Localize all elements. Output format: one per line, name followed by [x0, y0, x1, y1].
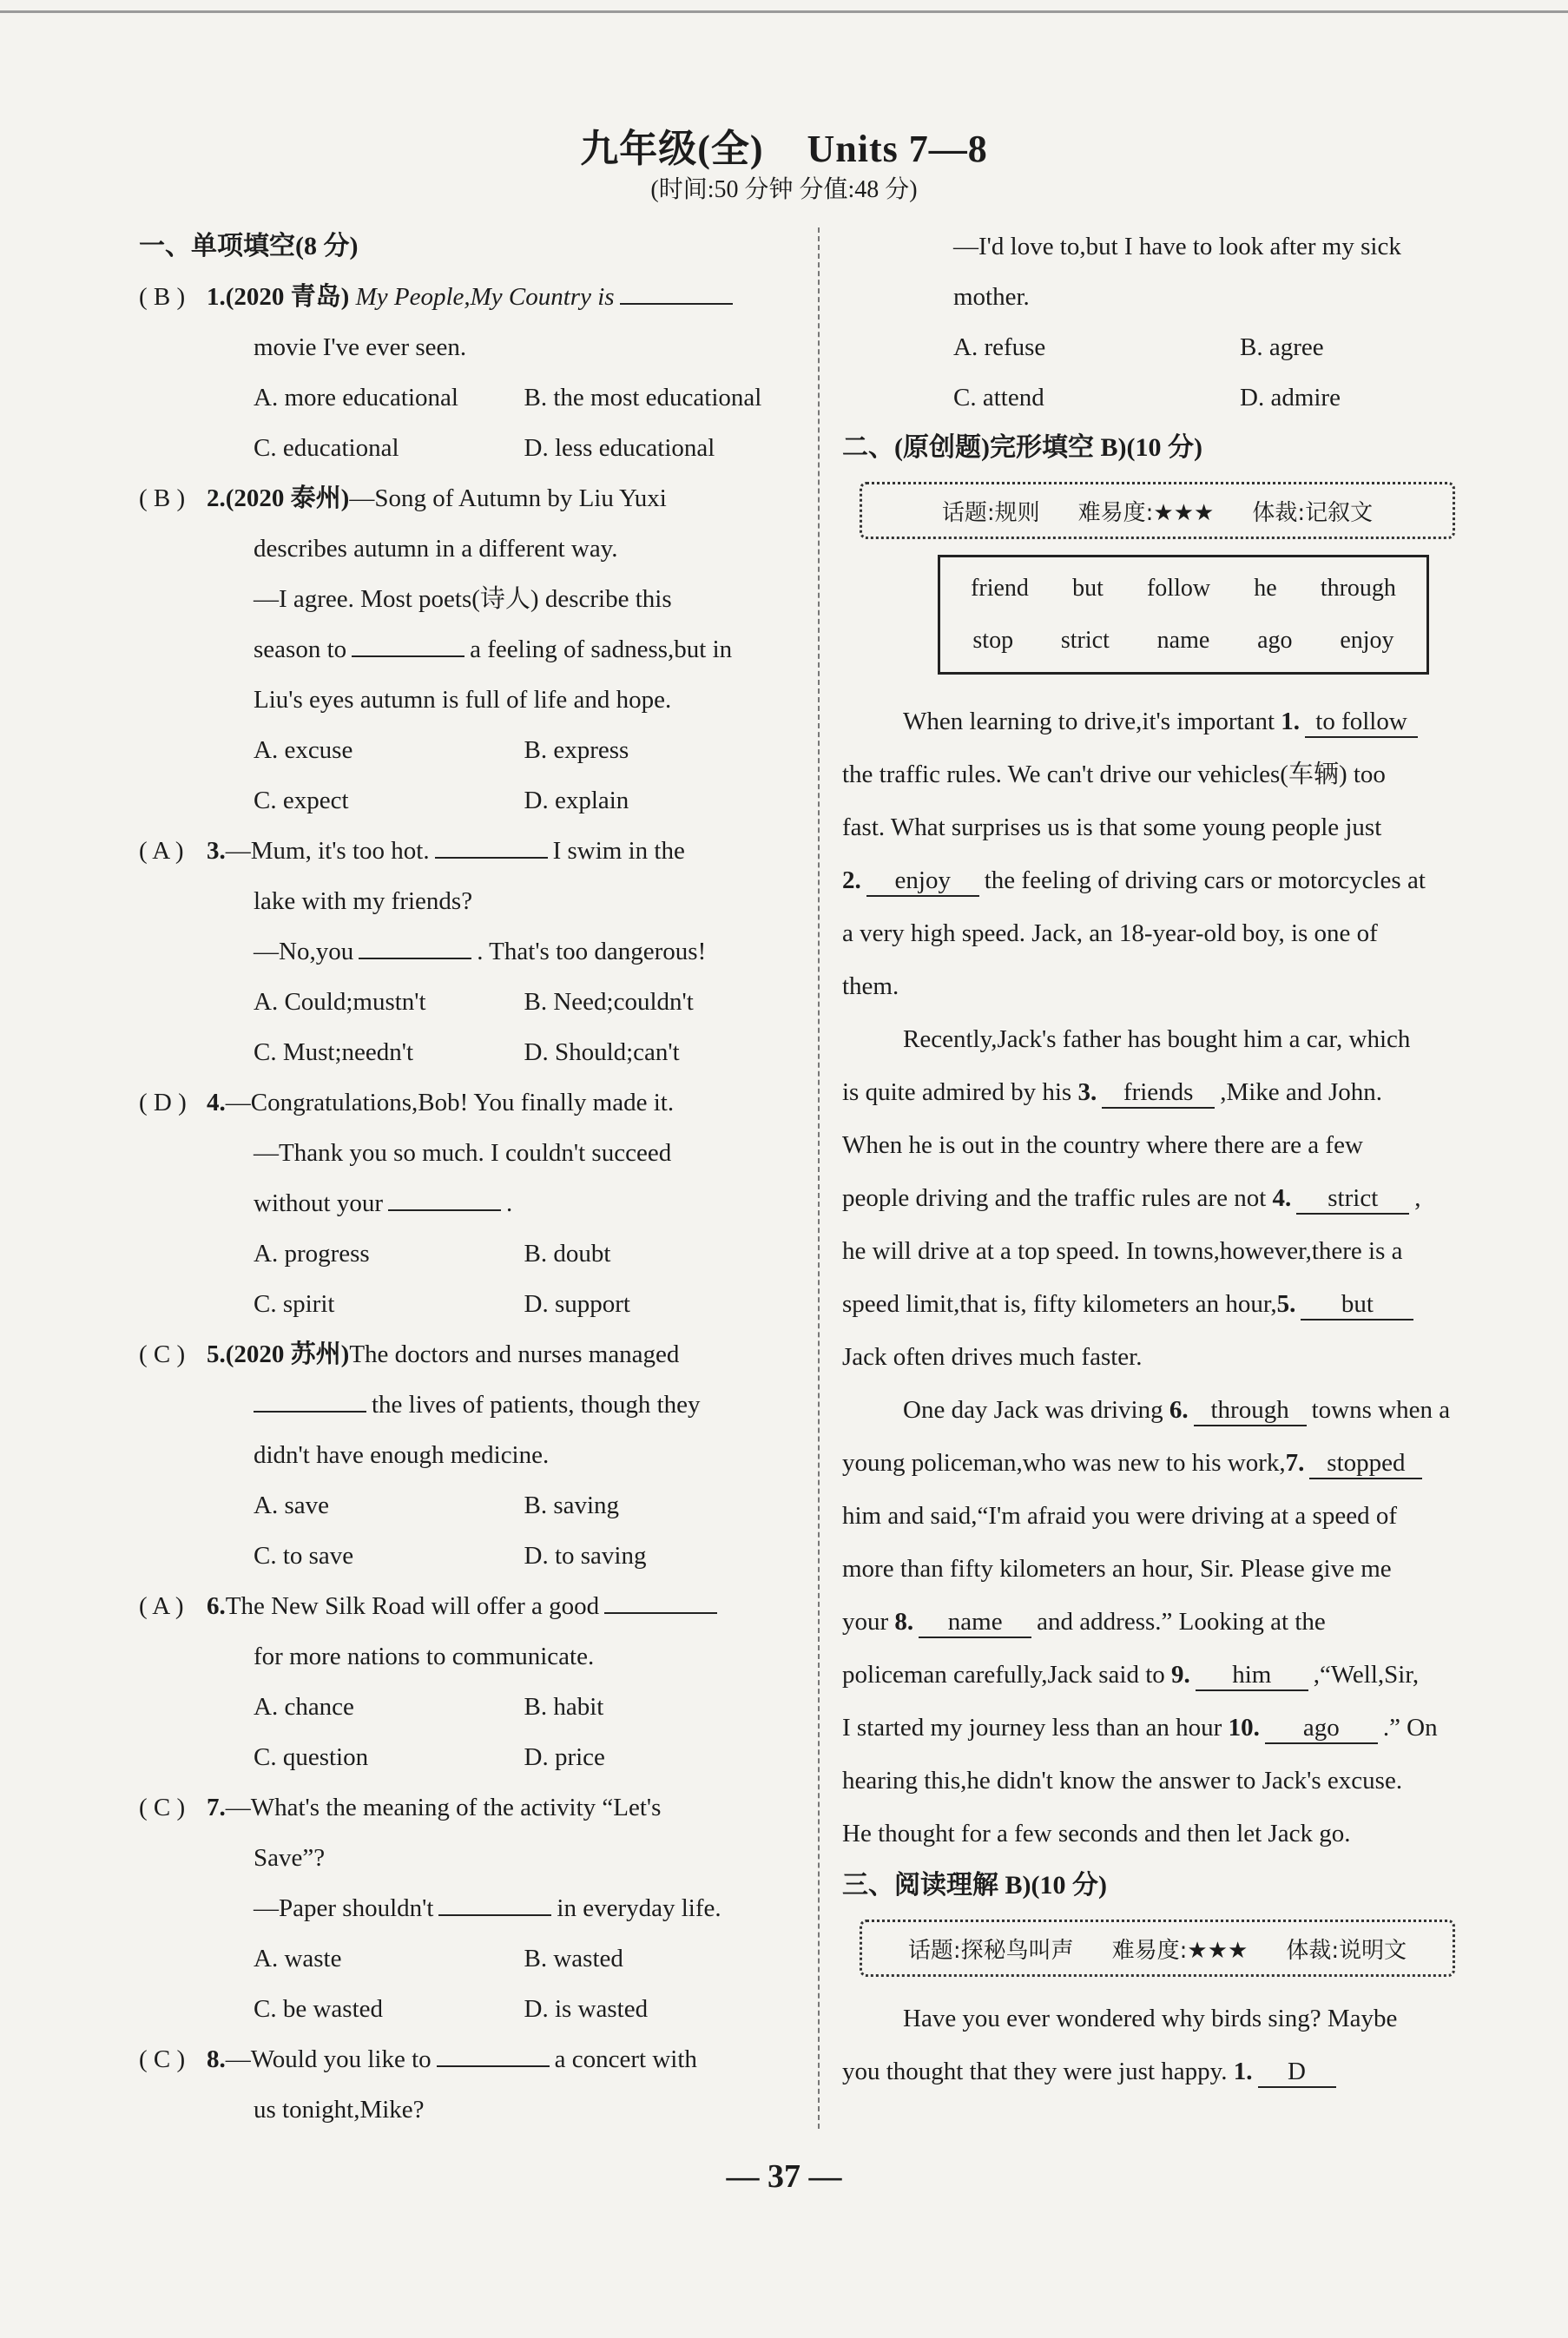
option[interactable]: A. chance: [254, 1693, 354, 1721]
q-text: us tonight,Mike?: [254, 2096, 425, 2124]
word: name: [1156, 627, 1210, 654]
section2-heading: 二、(原创题)完形填空 B)(10 分): [842, 433, 1202, 462]
text: Recently,Jack's father has bought him a car, which: [903, 1025, 1411, 1053]
section3-topic-box: [860, 1920, 1455, 1977]
cloze-passage: When learning to drive,it's important 1. to follow the traffic rules. We can't drive our vehicles(车辆) too fast. What surprises us is that some young people just 2. enjoy the feeling of driving cars or motorcycles at a very high speed. Jack, an 18-year-old boy, is one of them. Recently,Jack's father has bought him a car, which is quite admired by his 3. friends ,Mike and John. When he is out in the country where there are a few people driving and the traffic rules are not 4. strict , he will drive at a top speed. In towns,however,there is a speed limit,that is, fifty kilometers an hour,5. but Jack often drives much faster. One day Jack was driving 6. through towns when a young policeman,who was new to his work,7. stopped him and said,“I'm afraid you were driving at a speed of more than fifty kilometers an hour, Sir. Please give me your 8. name and address.” Looking at the policeman carefully,Jack said to 9. him ,“Well,Sir, I started my journey less than an hour 10. ago .” On hearing this,he didn't know the answer to Jack's excuse. He thought for a few seconds and then let Jack go.: [842, 695, 1498, 1861]
page-subtitle: (时间:50 分钟 分值:48 分): [650, 176, 918, 203]
q-text: the lives of patients, though they: [372, 1391, 701, 1419]
blank[interactable]: [388, 1190, 501, 1211]
blank-answer[interactable]: friends: [1102, 1077, 1215, 1109]
q-text: movie I've ever seen.: [254, 333, 467, 361]
q-text: in everyday life.: [557, 1894, 721, 1922]
answer: ( D ): [139, 1089, 187, 1116]
option[interactable]: B. agree: [1240, 333, 1324, 361]
blank[interactable]: [352, 636, 464, 657]
text: the feeling of driving cars or motorcycles at: [984, 866, 1426, 894]
option[interactable]: A. refuse: [953, 333, 1046, 361]
option[interactable]: B. saving: [524, 1492, 620, 1519]
question-8-continued: [842, 221, 1498, 423]
word: strict: [1060, 627, 1110, 654]
q-num: 5.: [207, 1340, 226, 1368]
option[interactable]: D. support: [524, 1290, 630, 1318]
q-text: —I'd love to,but I have to look after my sick: [953, 233, 1401, 260]
option[interactable]: D. admire: [1240, 384, 1341, 412]
word: he: [1254, 575, 1277, 602]
word: enjoy: [1340, 627, 1394, 654]
blank-answer[interactable]: enjoy: [866, 866, 979, 897]
answer: ( A ): [139, 1592, 184, 1620]
q-num: 8.: [207, 2045, 226, 2073]
option[interactable]: B. the most educational: [524, 384, 762, 412]
topic: 话题:规则: [941, 499, 1040, 526]
right-column: [842, 221, 1498, 2098]
q-text: My People,My Country is: [355, 283, 615, 311]
q-text: Liu's eyes autumn is full of life and hope.: [254, 686, 672, 714]
text: He thought for a few seconds and then let Jack go.: [842, 1820, 1351, 1847]
q-text: didn't have enough medicine.: [254, 1441, 550, 1469]
blank[interactable]: [604, 1593, 717, 1614]
option[interactable]: D. to saving: [524, 1542, 647, 1570]
option[interactable]: A. save: [254, 1492, 329, 1519]
text: young policeman,who was new to his work,: [842, 1449, 1286, 1477]
word: ago: [1257, 627, 1293, 654]
text: people driving and the traffic rules are not: [842, 1184, 1267, 1212]
answer: ( C ): [139, 1340, 186, 1368]
option[interactable]: A. waste: [254, 1945, 342, 1972]
q-text: season to: [254, 636, 347, 663]
option[interactable]: A. progress: [254, 1240, 370, 1268]
grade-title: 九年级(全): [580, 128, 764, 170]
q-source: (2020 泰州): [225, 484, 350, 512]
q-text: —No,you: [254, 938, 354, 965]
blank[interactable]: [254, 1392, 366, 1413]
genre: 体裁:记叙文: [1252, 499, 1374, 526]
answer: ( B ): [139, 283, 186, 311]
option[interactable]: C. spirit: [254, 1290, 335, 1318]
text: .” On: [1382, 1714, 1438, 1742]
q-text: The doctors and nurses managed: [349, 1340, 680, 1368]
answer: ( C ): [139, 2045, 186, 2073]
q-text: —What's the meaning of the activity “Let's: [225, 1794, 662, 1821]
word: stop: [972, 627, 1014, 654]
blank-num: 1.: [1233, 2058, 1253, 2085]
option[interactable]: C. attend: [953, 384, 1044, 412]
text: your: [842, 1608, 889, 1636]
q-text: for more nations to communicate.: [254, 1643, 595, 1670]
blank-answer[interactable]: strict: [1296, 1183, 1409, 1215]
q-text: Save”?: [254, 1844, 326, 1872]
blank[interactable]: [438, 1895, 551, 1916]
page-number: — 37 —: [726, 2158, 842, 2195]
question-7: [139, 1782, 794, 2034]
units-title: Units 7—8: [807, 128, 988, 170]
q-text: —Song of Autumn by Liu Yuxi: [349, 484, 667, 512]
text: a very high speed. Jack, an 18-year-old boy, is one of: [842, 919, 1378, 947]
top-edge: [0, 10, 1568, 13]
blank[interactable]: [435, 838, 548, 859]
blank-answer[interactable]: but: [1301, 1289, 1413, 1320]
blank-answer[interactable]: D: [1258, 2057, 1336, 2088]
text: speed limit,that is, fifty kilometers an hour,: [842, 1290, 1277, 1318]
question-8: [139, 2034, 794, 2135]
text: and address.” Looking at the: [1037, 1608, 1326, 1636]
option[interactable]: B. Need;couldn't: [524, 988, 694, 1016]
q-text: a concert with: [554, 2045, 697, 2073]
text: hearing this,he didn't know the answer to Jack's excuse.: [842, 1767, 1403, 1795]
word-bank: [938, 555, 1429, 675]
option[interactable]: C. Must;needn't: [254, 1038, 414, 1066]
option[interactable]: B. express: [524, 736, 629, 764]
text: Jack often drives much faster.: [842, 1343, 1143, 1371]
word: follow: [1146, 575, 1211, 602]
option[interactable]: B. habit: [524, 1693, 604, 1721]
text: towns when a: [1311, 1396, 1451, 1424]
text: ,“Well,Sir,: [1313, 1661, 1420, 1689]
question-1: [139, 272, 794, 473]
option[interactable]: B. doubt: [524, 1240, 611, 1268]
text: he will drive at a top speed. In towns,however,there is a: [842, 1237, 1403, 1265]
q-text: —Would you like to: [225, 2045, 432, 2073]
option[interactable]: B. wasted: [524, 1945, 623, 1972]
blank[interactable]: [359, 938, 471, 959]
q-text: —Congratulations,Bob! You finally made it.: [225, 1089, 675, 1116]
option[interactable]: C. to save: [254, 1542, 354, 1570]
blank-answer[interactable]: ago: [1265, 1713, 1378, 1744]
option[interactable]: D. less educational: [524, 434, 715, 462]
text: When learning to drive,it's important: [903, 708, 1275, 735]
option[interactable]: D. is wasted: [524, 1995, 649, 2023]
question-4: [139, 1077, 794, 1329]
q-text: mother.: [953, 283, 1030, 311]
option[interactable]: D. price: [524, 1743, 605, 1771]
text: One day Jack was driving: [903, 1396, 1163, 1424]
text: is quite admired by his: [842, 1078, 1072, 1106]
q-text: describes autumn in a different way.: [254, 535, 618, 563]
q-num: 6.: [207, 1592, 226, 1620]
reading-passage: [842, 1992, 1498, 2098]
word: friend: [971, 575, 1029, 602]
text: the traffic rules. We can't drive our vehicles(车辆) too: [842, 761, 1386, 788]
blank-answer[interactable]: to follow: [1305, 707, 1418, 738]
q-text: .: [506, 1189, 513, 1217]
q-text: —Thank you so much. I couldn't succeed: [254, 1139, 672, 1167]
section2-topic-box: [860, 482, 1455, 539]
blank-answer[interactable]: name: [919, 1607, 1031, 1638]
q-num: 1.: [207, 283, 226, 311]
option[interactable]: C. question: [254, 1743, 369, 1771]
q-text: a feeling of sadness,but in: [470, 636, 733, 663]
genre: 体裁:说明文: [1286, 1937, 1407, 1964]
q-num: 3.: [207, 837, 226, 865]
word: but: [1072, 575, 1104, 602]
option[interactable]: D. Should;can't: [524, 1038, 680, 1066]
q-text: —I agree. Most poets(诗人) describe this: [254, 585, 672, 613]
section3-heading: 三、阅读理解 B)(10 分): [842, 1871, 1107, 1900]
text: policeman carefully,Jack said to: [842, 1661, 1165, 1689]
text: fast. What surprises us is that some young people just: [842, 813, 1382, 841]
option[interactable]: C. be wasted: [254, 1995, 383, 2023]
answer: ( A ): [139, 837, 184, 865]
option[interactable]: A. Could;mustn't: [254, 988, 426, 1016]
q-text: lake with my friends?: [254, 887, 473, 915]
q-source: (2020 苏州): [225, 1340, 350, 1368]
text: them.: [842, 972, 899, 1000]
option[interactable]: A. excuse: [254, 736, 353, 764]
text: I started my journey less than an hour: [842, 1714, 1222, 1742]
q-num: 7.: [207, 1794, 226, 1821]
q-text: without your: [254, 1189, 384, 1217]
question-6: [139, 1581, 794, 1782]
q-source: (2020 青岛): [225, 283, 350, 311]
text: more than fifty kilometers an hour, Sir. Please give me: [842, 1555, 1392, 1583]
blank-answer[interactable]: stopped: [1309, 1448, 1422, 1479]
page-title: [0, 117, 1568, 173]
blank-answer[interactable]: him: [1196, 1660, 1308, 1691]
option[interactable]: A. more educational: [254, 384, 458, 412]
topic: 话题:探秘鸟叫声: [907, 1937, 1074, 1964]
blank[interactable]: [620, 284, 733, 305]
q-text: —Mum, it's too hot.: [225, 837, 430, 865]
question-2: [139, 473, 794, 826]
q-text: . That's too dangerous!: [477, 938, 707, 965]
text: him and said,“I'm afraid you were driving at a speed of: [842, 1502, 1397, 1530]
answer: ( B ): [139, 484, 186, 512]
difficulty: 难易度:★★★: [1111, 1937, 1248, 1964]
q-num: 2.: [207, 484, 226, 512]
option[interactable]: C. educational: [254, 434, 399, 462]
word: through: [1320, 575, 1396, 602]
text: ,Mike and John.: [1220, 1078, 1383, 1106]
blank[interactable]: [437, 2046, 550, 2067]
option[interactable]: D. explain: [524, 787, 629, 814]
q-num: 4.: [207, 1089, 226, 1116]
left-column: [139, 221, 794, 2135]
question-5: [139, 1329, 794, 1581]
q-text: —Paper shouldn't: [254, 1894, 434, 1922]
answer: ( C ): [139, 1794, 186, 1821]
blank-answer[interactable]: through: [1194, 1395, 1307, 1426]
text: you thought that they were just happy.: [842, 2058, 1228, 2085]
q-text: The New Silk Road will offer a good: [225, 1592, 600, 1620]
question-3: [139, 826, 794, 1077]
text: When he is out in the country where there are a few: [842, 1131, 1363, 1159]
option[interactable]: C. expect: [254, 787, 349, 814]
text: Have you ever wondered why birds sing? Maybe: [903, 2005, 1398, 2032]
difficulty: 难易度:★★★: [1077, 499, 1215, 526]
section1-heading: 一、单项填空(8 分): [139, 232, 359, 260]
column-divider: [818, 227, 820, 2129]
q-text: I swim in the: [552, 837, 685, 865]
